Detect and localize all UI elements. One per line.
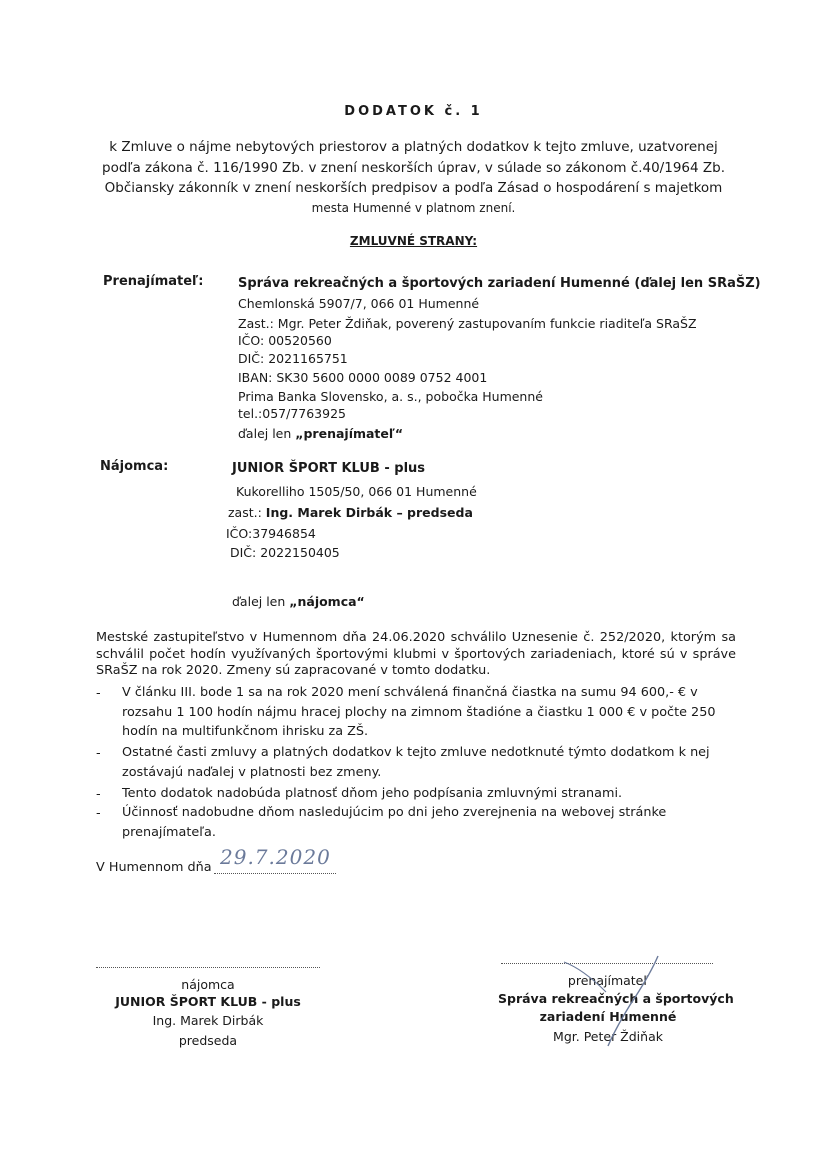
bullet-dash-3: - [96,787,101,802]
bullet-dash-1: - [96,686,101,701]
bullet-text-3: Tento dodatok nadobúda platnosť dňom jeho podpísania zmluvnými stranami. [122,786,623,801]
bullet-dash-4: - [96,806,101,821]
bullet-text-4: Účinnosť nadobudne dňom nasledujúcim po dni jeho zverejnenia na webovej stránke prenajímateľa. [122,805,667,840]
tenant-representative [228,505,473,520]
bullet-text-1: V článku III. bode 1 sa na rok 2020 mení schválená finančná čiastka na sumu 94 600,- € v rozsahu 1 100 hodín nájmu hracej plochy na zimnom štadióne a čiastku 1 000 € v počte 250 hodín na multifunkčnom ihrisku za ZŠ. [122,685,716,739]
tenant-alias-value: „nájomca“ [289,594,365,609]
landlord-label: Prenajímateľ: [103,274,204,289]
intro-line-3: Občiansky zákonník v znení neskorších predpisov a podľa Zásad o hospodárení s majetkom [104,180,723,196]
date-dotted-line [214,873,336,874]
handwritten-date: 29.7.2020 [220,845,331,869]
landlord-address: Chemlonská 5907/7, 066 01 Humenné [238,296,480,311]
landlord-name: Správa rekreačných a športových zariadení Humenné (ďalej len SRaŠZ) [238,276,761,291]
tenant-rep-value: Ing. Marek Dirbák – predseda [265,505,473,520]
tenant-name: JUNIOR ŠPORT KLUB - plus [232,461,426,476]
sig-landlord-org-line-1: Správa rekreačných a športových [498,991,734,1006]
tenant-address: Kukorelliho 1505/50, 066 01 Humenné [236,484,477,499]
sig-landlord-person: Mgr. Peter Ždiňak [553,1029,663,1044]
intro-line-1: k Zmluve o nájme nebytových priestorov a platných dodatkov k tejto zmluve, uzatvorenej [109,139,718,155]
place-date-label: V Humennom dňa [96,860,212,875]
sig-landlord-org-line-2: zariadení Humenné [539,1009,677,1024]
tenant-signature-line [96,967,320,968]
landlord-bank: Prima Banka Slovensko, a. s., pobočka Humenné [238,389,543,404]
tenant-label: Nájomca: [100,459,169,474]
landlord-iban: IBAN: SK30 5600 0000 0089 0752 4001 [238,370,488,385]
tenant-ico: IČO:37946854 [226,526,316,541]
sig-tenant-person: Ing. Marek Dirbák [152,1013,264,1028]
tenant-rep-prefix: zast.: [228,505,266,520]
bullet-text-2: Ostatné časti zmluvy a platných dodatkov k tejto zmluve nedotknuté týmto dodatkom k nej zostávajú naďalej v platnosti bez zmeny. [122,745,710,780]
sig-landlord-role: prenajímateľ [567,973,649,988]
tenant-dic: DIČ: 2022150405 [230,545,340,560]
landlord-tel: tel.:057/7763925 [238,406,346,421]
parties-heading: ZMLUVNÉ STRANY: [349,234,478,248]
tenant-alias-prefix: ďalej len [232,594,290,609]
sig-tenant-role: nájomca [181,977,235,992]
landlord-representative: Zast.: Mgr. Peter Ždiňak, poverený zastupovaním funkcie riaditeľa SRaŠZ [238,316,697,331]
landlord-ico: IČO: 00520560 [238,333,332,348]
landlord-dic: DIČ: 2021165751 [238,351,348,366]
signature-stroke-flourish [564,962,606,992]
landlord-alias-prefix: ďalej len [238,426,296,441]
landlord-alias-value: „prenajímateľ“ [295,426,404,441]
landlord-signature-stroke [560,950,670,1050]
intro-line-4: mesta Humenné v platnom znení. [311,201,516,215]
intro-line-2: podľa zákona č. 116/1990 Zb. v znení neskorších úprav, v súlade so zákonom č.40/1964 Zb. [102,160,725,176]
sig-tenant-title: predseda [178,1033,238,1048]
signature-stroke-main [608,956,658,1046]
document-title: DODATOK č. 1 [344,104,483,119]
sig-tenant-org: JUNIOR ŠPORT KLUB - plus [115,994,301,1009]
bullet-dash-2: - [96,746,101,761]
body-paragraph: Mestské zastupiteľstvo v Humennom dňa 24.06.2020 schválilo Uznesenie č. 252/2020, ktorým sa schválil počet hodín využívaných športovými klubmi v športových zariadeniach, ktoré sú v správe SRaŠZ na rok 2020. Zmeny sú zapracované v tomto dodatku. [96,630,736,678]
landlord-alias [238,426,403,441]
tenant-alias [232,594,365,609]
